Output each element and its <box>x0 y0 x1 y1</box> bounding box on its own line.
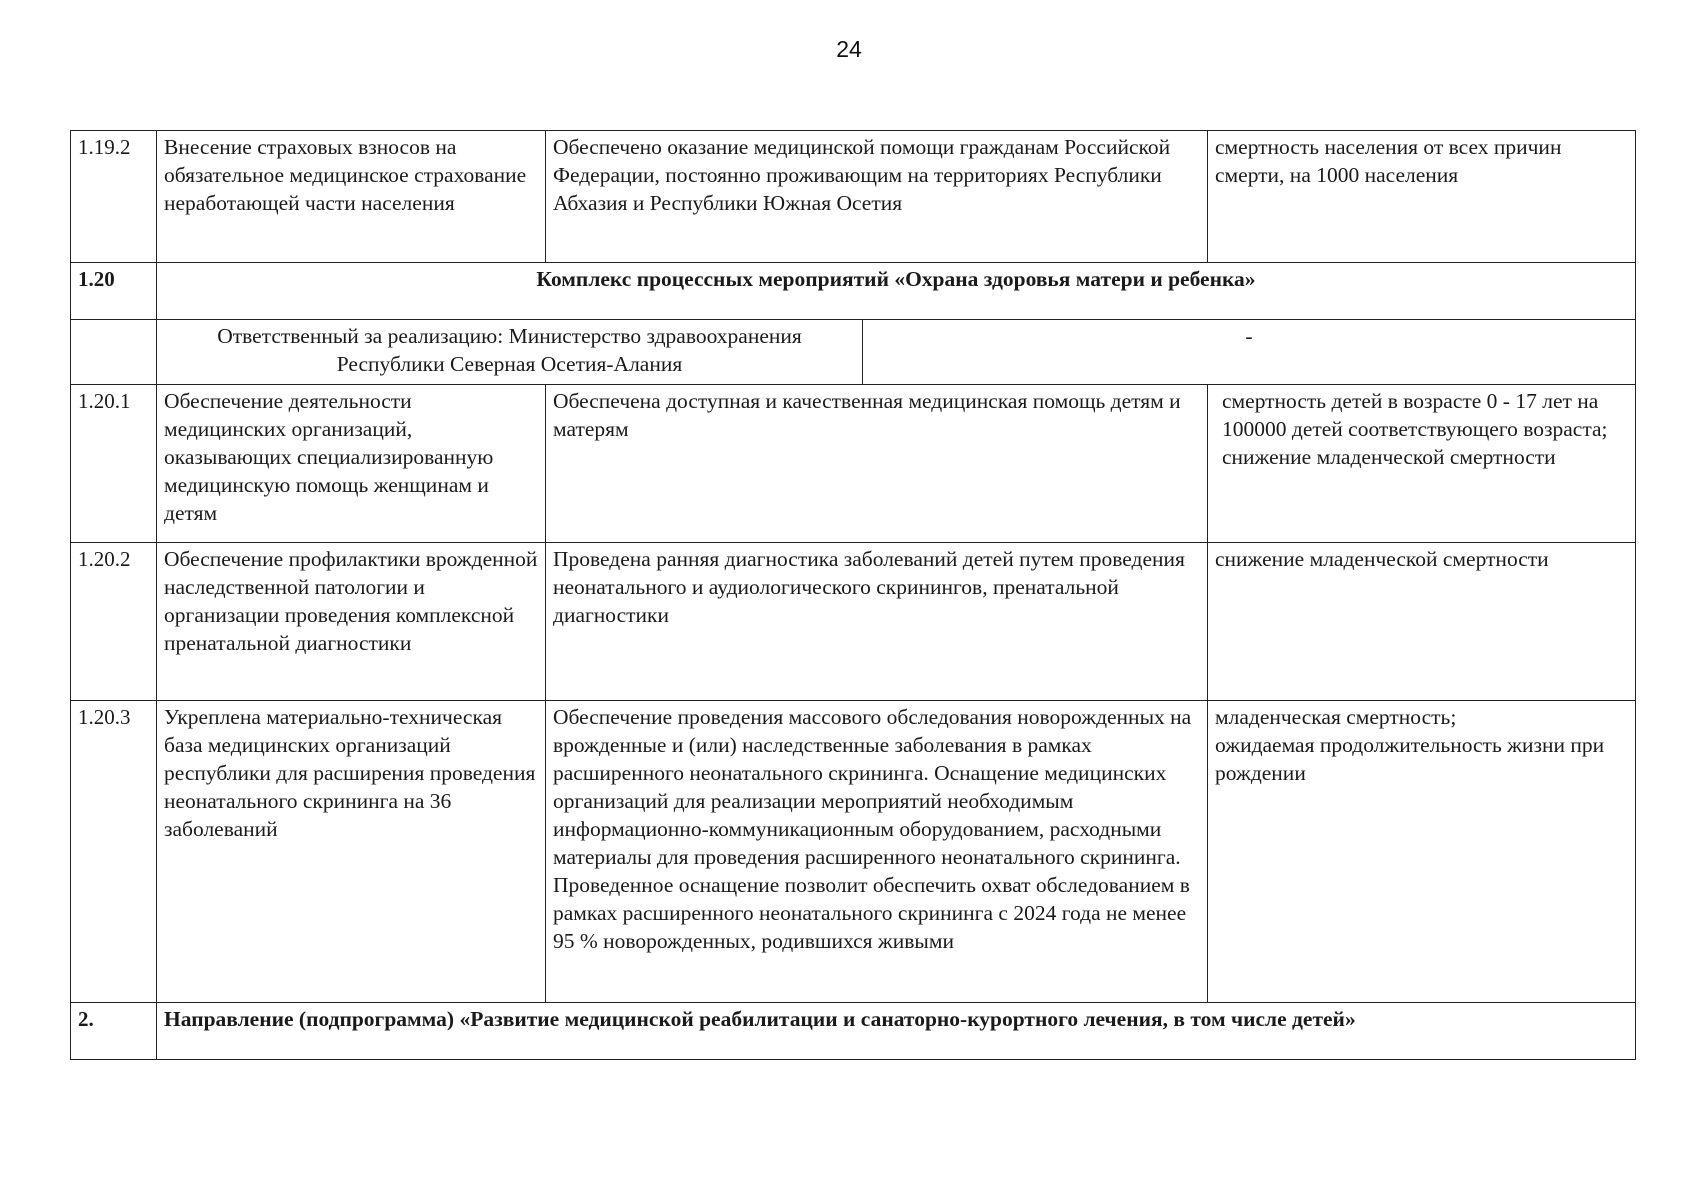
section-header-row <box>71 1003 1636 1060</box>
measures-table <box>70 130 1636 1060</box>
responsible-label: Ответственный за реализацию: Министерство здравоохранения Республики Северная Осетия-Алания <box>157 320 863 384</box>
page-number: 24 <box>836 36 862 62</box>
responsible-value: - <box>1245 324 1253 348</box>
table-row <box>71 701 1636 1003</box>
result-cell: Обеспечена доступная и качественная медицинская помощь детям и матерям <box>546 385 1208 543</box>
responsible-cell <box>157 320 1636 385</box>
row-number: 1.20.1 <box>71 385 157 543</box>
indicator-line: смертность детей в возрасте 0 - 17 лет на 100000 детей соответствующего возраста; <box>1222 389 1608 441</box>
indicator-line: младенческая смертность; <box>1215 705 1457 729</box>
result-cell: Обеспечение проведения массового обследования новорожденных на врожденные и (или) наследственные заболевания в рамках расширенного неонатального скрининга. Оснащение медицинских организаций для реализации мероприятий необходимым информационно-коммуникационным оборудованием, расходными материалы для проведения расширенного неонатального скрининга. Проведенное оснащение позволит обеспечить охват обследованием в рамках расширенного неонатального скрининга с 2024 года не менее 95 % новорожденных, родившихся живыми <box>546 701 1208 1003</box>
indicator-cell <box>1208 701 1636 1003</box>
table-row <box>71 385 1636 543</box>
task-cell: Обеспечение деятельности медицинских организаций, оказывающих специализированную медицинскую помощь женщинам и детям <box>157 385 546 543</box>
section-number: 1.20 <box>71 263 157 320</box>
result-cell: Обеспечено оказание медицинской помощи гражданам Российской Федерации, постоянно проживающим на территориях Республики Абхазия и Республики Южная Осетия <box>546 131 1208 263</box>
indicator-line: снижение младенческой смертности <box>1222 445 1556 469</box>
task-cell: Внесение страховых взносов на обязательное медицинское страхование неработающей части населения <box>157 131 546 263</box>
indicator-cell: смертность населения от всех причин смерти, на 1000 населения <box>1208 131 1636 263</box>
result-cell: Проведена ранняя диагностика заболеваний детей путем проведения неонатального и аудиологического скринингов, пренатальной диагностики <box>546 543 1208 701</box>
row-number: 1.19.2 <box>71 131 157 263</box>
row-number: 1.20.2 <box>71 543 157 701</box>
task-cell: Укреплена материально-техническая база медицинских организаций республики для расширения проведения неонатального скрининга на 36 заболеваний <box>157 701 546 1003</box>
task-cell: Обеспечение профилактики врожденной наследственной патологии и организации проведения комплексной пренатальной диагностики <box>157 543 546 701</box>
table-row <box>71 131 1636 263</box>
row-number: 1.20.3 <box>71 701 157 1003</box>
indicator-cell: снижение младенческой смертности <box>1208 543 1636 701</box>
indicator-line: ожидаемая продолжительность жизни при рождении <box>1215 733 1605 785</box>
section-title: Комплекс процессных мероприятий «Охрана здоровья матери и ребенка» <box>157 263 1636 320</box>
indicator-cell <box>1208 385 1636 543</box>
empty-number-cell <box>71 320 157 385</box>
section-title: Направление (подпрограмма) «Развитие медицинской реабилитации и санаторно-курортного лечения, в том числе детей» <box>157 1003 1636 1060</box>
responsible-row <box>71 320 1636 385</box>
section-header-row <box>71 263 1636 320</box>
table-row <box>71 543 1636 701</box>
section-number: 2. <box>71 1003 157 1060</box>
